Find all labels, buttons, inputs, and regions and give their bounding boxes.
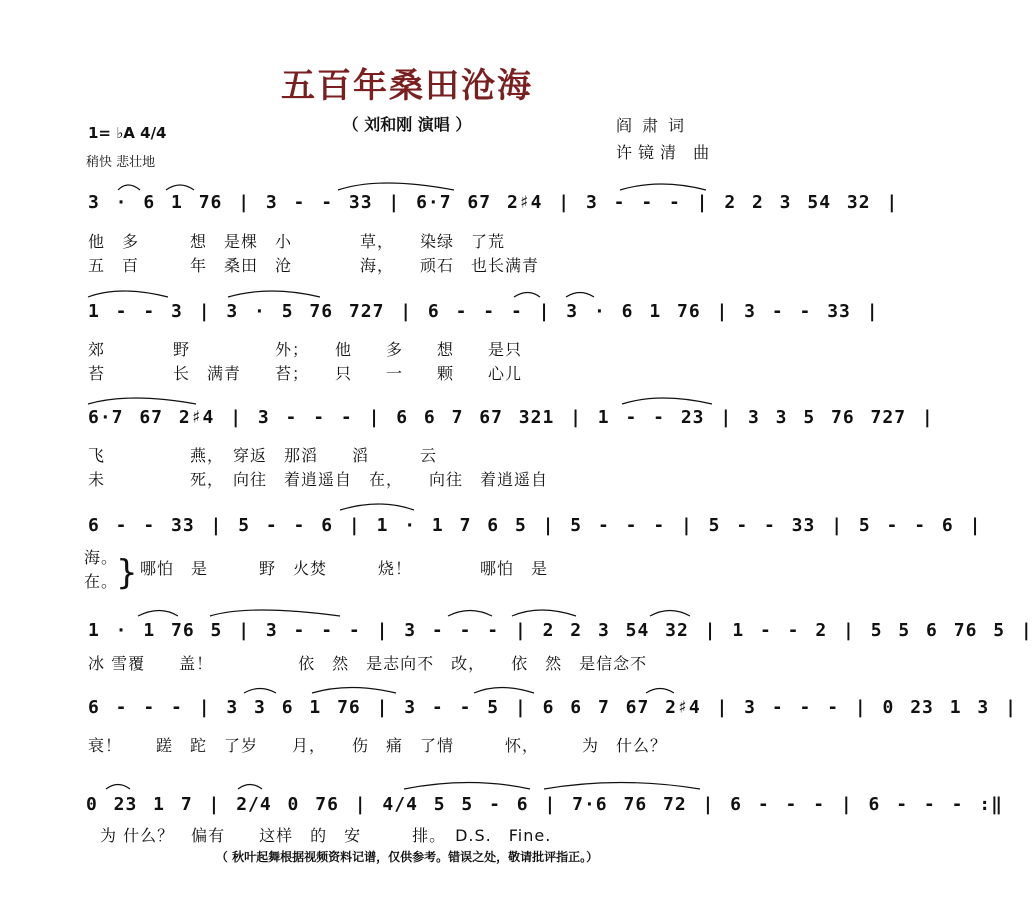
singer-credit: （ 刘和刚 演唱 ） (342, 115, 472, 134)
lyrics-line-2b: 苔 长 满青 苔； 只 一 颗 心儿 (88, 364, 523, 383)
notation-line-5: 1 · 1 76 5 | 3 - - - | 3 - - - | 2 2 3 54 32 | 1 - - 2 | 5 5 6 76 5 | (88, 620, 1033, 641)
composer-credit: 许镜清 曲 (616, 143, 716, 162)
verse-brace: } (116, 553, 138, 593)
lyrics-line-4-chorus: 哪怕 是 野 火焚 烧！ 哪怕 是 (140, 559, 549, 578)
lyrics-line-4b: 在。 (84, 572, 119, 591)
lyrics-line-4a: 海。 (84, 548, 119, 567)
lyrics-line-3a: 飞 燕， 穿返 那滔 滔 云 (88, 446, 438, 465)
notation-line-7: 0 23 1 7 | 2/4 0 76 | 4/4 5 5 - 6 | 7·6 76 72 | 6 - - - | 6 - - - :‖ (86, 794, 1003, 815)
lyrics-line-2a: 郊 野 外； 他 多 想 是只 (88, 340, 523, 359)
notation-line-6: 6 - - - | 3 3 6 1 76 | 3 - - 5 | 6 6 7 67 2♯4 | 3 - - - | 0 23 1 3 | (88, 697, 1017, 718)
lyrics-line-1b: 五 百 年 桑田 沧 海， 顽石 也长满青 (88, 256, 540, 275)
lyrics-line-1a: 他 多 想 是棵 小 草， 染绿 了荒 (88, 232, 506, 251)
lyrics-line-7: 为 什么？ 偏有 这样 的 安 排。 D.S. Fine. (100, 826, 552, 845)
tempo-marking: 稍快 悲壮地 (86, 155, 156, 170)
lyrics-line-5: 冰 雪覆 盖！ 依 然 是志向不 改， 依 然 是信念不 (88, 654, 648, 673)
notation-line-1: 3 · 6 1 76 | 3 - - 33 | 6·7 67 2♯4 | 3 - - - | 2 2 3 54 32 | (88, 192, 899, 213)
lyricist-credit: 阎肃词 (616, 116, 695, 135)
notation-line-4: 6 - - 33 | 5 - - 6 | 1 · 1 7 6 5 | 5 - - - | 5 - - 33 | 5 - - 6 | (88, 515, 982, 536)
notation-line-2: 1 - - 3 | 3 · 5 76 727 | 6 - - - | 3 · 6 1 76 | 3 - - 33 | (88, 301, 879, 322)
key-signature: 1= ♭A 4/4 (88, 124, 167, 142)
notation-line-3: 6·7 67 2♯4 | 3 - - - | 6 6 7 67 321 | 1 - - 23 | 3 3 5 76 727 | (88, 407, 934, 428)
lyrics-line-3b: 未 死， 向往 着逍遥自 在， 向往 着逍遥自 (88, 470, 549, 489)
transcription-note: （ 秋叶起舞根据视频资料记谱，仅供参考。错误之处，敬请批评指正。） (215, 850, 599, 864)
song-title: 五百年桑田沧海 (281, 66, 533, 106)
lyrics-line-6: 衰！ 蹉 跎 了岁 月， 伤 痛 了情 怀， 为 什么？ (88, 736, 668, 755)
